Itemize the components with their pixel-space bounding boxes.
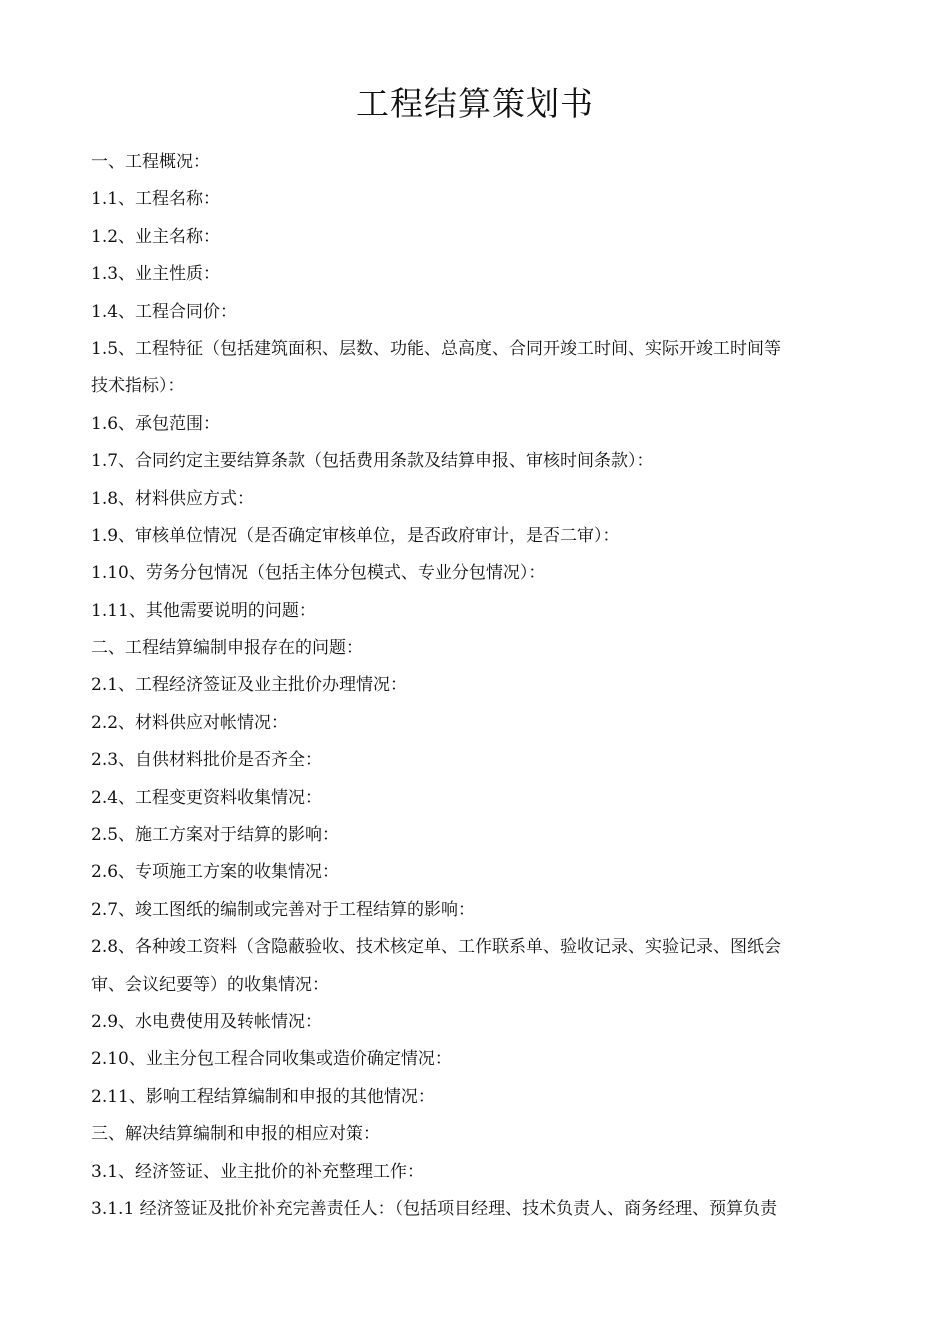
text-line: 1.4、工程合同价： — [91, 301, 238, 322]
text-line: 1.6、承包范围： — [91, 413, 221, 434]
text-line: 1.5、工程特征（包括建筑面积、层数、功能、总高度、合同开竣工时间、实际开竣工时间等 — [91, 338, 782, 359]
text-line: 1.9、审核单位情况（是否确定审核单位，是否政府审计，是否二审）： — [91, 525, 620, 546]
text-line-continuation: 技术指标）： — [91, 376, 185, 397]
text-line: 1.1、工程名称： — [91, 189, 221, 210]
text-line: 3.1、经济签证、业主批价的补充整理工作： — [91, 1161, 425, 1182]
text-line: 1.8、材料供应方式： — [91, 488, 255, 509]
text-line: 1.2、业主名称： — [91, 226, 221, 247]
text-line: 2.3、自供材料批价是否齐全： — [91, 750, 323, 771]
text-line: 2.8、各种竣工资料（含隐蔽验收、技术核定单、工作联系单、验收记录、实验记录、图纸会 — [91, 937, 782, 958]
text-line: 2.6、专项施工方案的收集情况： — [91, 862, 340, 883]
text-line: 2.11、影响工程结算编制和申报的其他情况： — [91, 1086, 435, 1107]
section-heading-2: 二、工程结算编制申报存在的问题： — [91, 638, 363, 659]
text-line: 1.7、合同约定主要结算条款（包括费用条款及结算申报、审核时间条款）： — [91, 451, 654, 472]
text-line: 2.7、竣工图纸的编制或完善对于工程结算的影响： — [91, 899, 476, 920]
text-line: 1.3、业主性质： — [91, 264, 221, 285]
text-line: 2.5、施工方案对于结算的影响： — [91, 825, 340, 846]
text-line: 2.2、材料供应对帐情况： — [91, 712, 289, 733]
text-line: 2.1、工程经济签证及业主批价办理情况： — [91, 675, 408, 696]
text-line: 1.10、劳务分包情况（包括主体分包模式、专业分包情况）： — [91, 563, 546, 584]
section-heading-3: 三、解决结算编制和申报的相应对策： — [91, 1124, 380, 1145]
text-line: 2.9、水电费使用及转帐情况： — [91, 1011, 323, 1032]
document-body — [91, 144, 867, 1228]
text-line: 1.11、其他需要说明的问题： — [91, 600, 316, 621]
text-line: 3.1.1 经济签证及批价补充完善责任人：（包括项目经理、技术负责人、商务经理、预算负责 — [91, 1198, 778, 1219]
text-line: 2.10、业主分包工程合同收集或造价确定情况： — [91, 1049, 452, 1070]
section-heading-1: 一、工程概况： — [91, 152, 210, 172]
text-line: 2.4、工程变更资料收集情况： — [91, 787, 323, 808]
text-line-continuation: 审、会议纪要等）的收集情况： — [91, 974, 329, 995]
document-title: 工程结算策划书 — [356, 84, 594, 123]
